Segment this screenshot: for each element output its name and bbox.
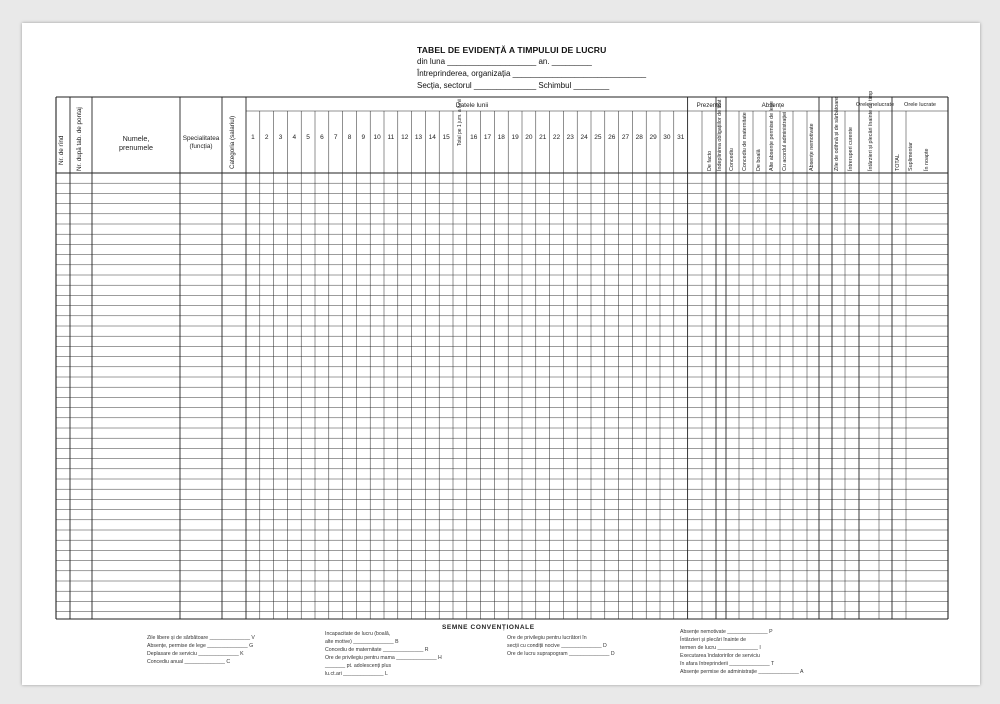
legend-item: Ore de privilegiu pentru mama ______________ H xyxy=(325,655,442,661)
day-number: 1 xyxy=(251,134,255,141)
day-number: 9 xyxy=(361,134,366,141)
column-noapte: În noapte xyxy=(924,148,930,171)
column-suplimentar: Suplimentar xyxy=(908,142,914,171)
column-subtotal: Total pe 1 jum. a lunii xyxy=(456,99,463,146)
day-number: 31 xyxy=(677,134,685,141)
legend-item: Absențe, permise de lege ______________ G xyxy=(147,643,254,649)
day-number: 24 xyxy=(580,134,588,141)
day-number: 13 xyxy=(414,134,423,141)
day-number: 5 xyxy=(306,134,310,141)
day-number: 4 xyxy=(292,134,297,141)
day-number: 29 xyxy=(649,134,657,141)
day-number: 3 xyxy=(278,134,283,141)
day-number: 6 xyxy=(320,134,324,141)
group-prezente: Prezențe xyxy=(696,102,722,109)
column-boala: De boală xyxy=(756,149,762,171)
legend-item: în afara întreprinderii ______________ T xyxy=(680,661,775,667)
timesheet-page xyxy=(22,23,980,685)
legend-item: Concediu anual ______________ C xyxy=(147,659,231,665)
legend-item: Incapacitate de lucru (boală, xyxy=(325,631,391,637)
column-nume: Numele, prenumele xyxy=(119,134,153,152)
day-number: 25 xyxy=(594,134,602,141)
month-year-line: din luna ____________________ an. _________ xyxy=(417,57,592,66)
day-number: 18 xyxy=(497,134,505,141)
day-number: 21 xyxy=(539,134,547,141)
form-title: TABEL DE EVIDENȚĂ A TIMPULUI DE LUCRU xyxy=(417,45,607,55)
column-acord-admin: Cu acordul administrației xyxy=(782,111,788,171)
column-alte-absente: Alte absențe permise de lege xyxy=(769,101,775,171)
column-zile-odihna: Zile de odihnă și de sărbătoare xyxy=(834,96,840,171)
day-number: 28 xyxy=(635,134,643,141)
column-specialitate: Specialitatea (funcția) xyxy=(182,135,220,150)
column-concediu: Concediu xyxy=(729,148,735,171)
day-number: 16 xyxy=(470,134,478,141)
day-number: 30 xyxy=(663,134,671,141)
day-number: 17 xyxy=(483,134,492,141)
day-number: 15 xyxy=(442,134,450,141)
group-orele-lucrate: Orele lucrate xyxy=(903,102,937,108)
legend-item: _______ pt. adolescenți plus xyxy=(325,663,392,669)
legend-item: Deplasare de serviciu ______________ K xyxy=(147,651,244,657)
day-number: 20 xyxy=(525,134,533,141)
legend-item: Întârzieri și plecări înainte de xyxy=(680,637,747,643)
day-number: 26 xyxy=(608,134,616,141)
day-number: 14 xyxy=(428,134,436,141)
legend-item: alte motive) ______________ B xyxy=(325,639,399,645)
day-number: 27 xyxy=(621,134,630,141)
group-absente: Absențe xyxy=(761,102,785,109)
day-number: 19 xyxy=(511,134,519,141)
column-nr-tab: Nr. după tab. de pontaj xyxy=(76,107,83,171)
section-shift-line: Secția, sectorul ______________ Schimbul ________ xyxy=(417,81,610,90)
column-nr-rind: Nr. de rînd xyxy=(58,135,65,165)
legend-item: Executarea îndatoririlor de serviciu xyxy=(680,653,760,659)
legend-item: Ore de privilegiu pentru lucrători în xyxy=(507,635,587,641)
column-intreruperi: Întreruperi curente xyxy=(848,126,854,171)
organization-line: Întreprinderea, organizația ______________________________ xyxy=(417,69,647,78)
day-number: 12 xyxy=(401,134,409,141)
legend-item: Zile libere și de sărbătoare ______________ V xyxy=(147,635,255,641)
column-nemotivate: Absențe nemotivate xyxy=(809,123,815,171)
column-maternitate: Concediu de maternitate xyxy=(742,112,748,171)
day-number: 10 xyxy=(373,134,381,141)
legend-item: Ore de lucru suprapogram ______________ D xyxy=(507,651,615,657)
day-number: 11 xyxy=(387,134,395,141)
group-orele-nelucrate: Orele nelucrate xyxy=(855,102,895,108)
legend-title: SEMNE CONVENȚIONALE xyxy=(442,624,535,631)
legend-item: secții cu condiții nocive ______________ D xyxy=(507,643,607,649)
timesheet-table xyxy=(22,23,980,685)
day-number: 22 xyxy=(552,134,561,141)
column-de-facto: De facto xyxy=(707,150,713,171)
day-number: 2 xyxy=(264,134,269,141)
column-categoria: Categoria (salariul) xyxy=(229,115,236,169)
legend-item: Absențe permise de administrație ______________ A xyxy=(680,669,804,675)
legend-item: lu.ct.ari ______________ L xyxy=(325,671,388,677)
column-intarzieri: Întârzieri și plecări înainte de timp xyxy=(868,90,874,171)
legend-item: Concediu de maternitate ______________ R xyxy=(325,647,429,653)
legend-item: Absențe nemotivate ______________ P xyxy=(680,629,773,635)
group-datele-lunii: Datele lunii xyxy=(455,102,489,109)
day-number: 7 xyxy=(333,134,338,141)
column-total: TOTAL xyxy=(895,154,901,171)
legend-item: termen de lucru ______________ I xyxy=(680,645,761,651)
column-obligatii: Îndeplinirea obligațiilor de stat xyxy=(717,99,723,171)
day-number: 8 xyxy=(347,134,352,141)
day-number: 23 xyxy=(566,134,574,141)
